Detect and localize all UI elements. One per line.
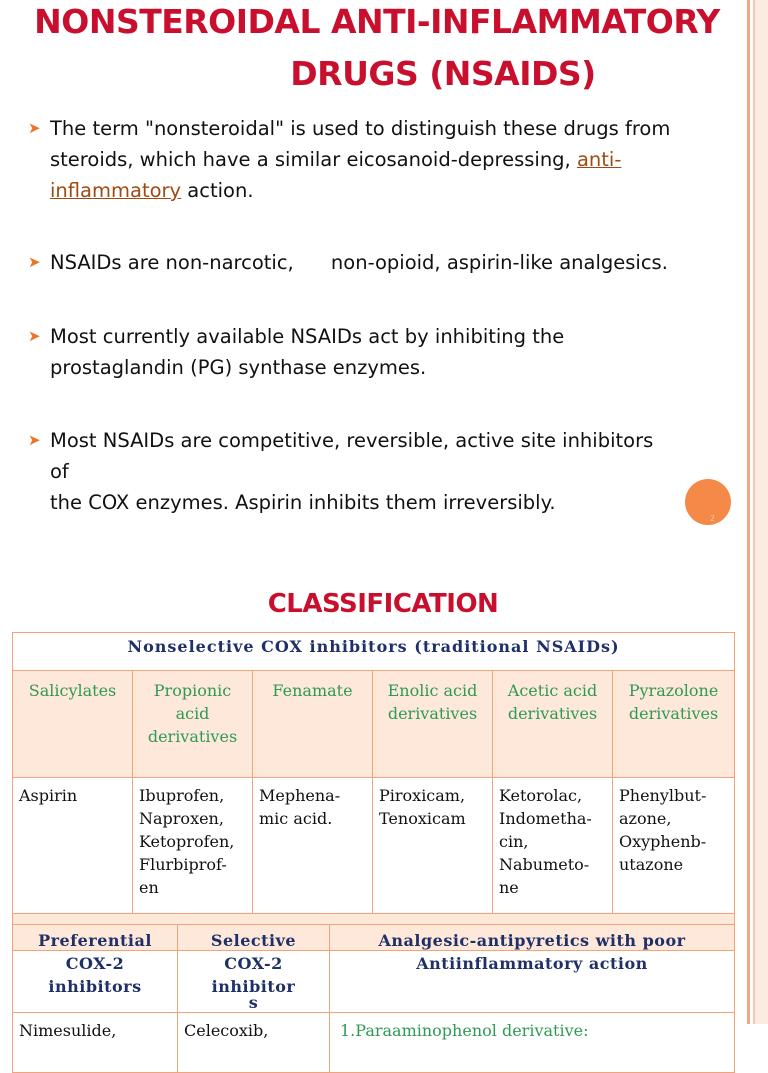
anti-inflammatory-link[interactable]: anti-inflammatory: [50, 148, 622, 202]
table-header: Nonselective COX inhibitors (traditional NSAIDs): [13, 633, 735, 671]
class-cell-fenamate: [253, 671, 373, 778]
drug-name: cin,: [499, 832, 529, 851]
drug-cell-enolic: [373, 778, 493, 914]
drug-cell-acetic: [493, 778, 613, 914]
drug-name: Mephena-: [259, 786, 341, 805]
drug-cell-fenamate: [253, 778, 373, 914]
page-number: 2: [709, 514, 715, 523]
classification-heading: CLASSIFICATION: [267, 589, 499, 619]
bullet-item-2: [28, 247, 728, 278]
bullet-text: Most currently available NSAIDs act by inhibiting the prostaglandin (PG) synthase enzymes.: [50, 325, 565, 379]
class-cell-acetic: [493, 671, 613, 778]
drug-name: Flurbiprof-: [139, 855, 227, 874]
drug-name: Aspirin: [19, 786, 78, 805]
drug-name: Ketorolac,: [499, 786, 583, 805]
page-number-badge: [685, 479, 731, 525]
bullet-text: NSAIDs are non-narcotic, non-opioid, aspirin-like analgesics.: [50, 251, 668, 274]
drug-name: Ibuprofen,: [139, 786, 225, 805]
arrow-bullet-icon: ➤: [28, 119, 41, 137]
class-label: Acetic acid: [507, 681, 598, 700]
class-label: Propionic: [153, 681, 232, 700]
drug-name: Naproxen,: [139, 809, 224, 828]
drug-cell-selective: Celecoxib,: [178, 1013, 330, 1073]
drug-cell-salicylates: [13, 778, 133, 914]
cox2-table: [12, 924, 735, 1073]
header-selective-cox2: [178, 925, 330, 1013]
bullet-text-line2: of: [50, 460, 69, 483]
drug-name: Tenoxicam: [379, 809, 466, 828]
header-label: COX-2: [224, 954, 283, 973]
bullet-text: The term "nonsteroidal" is used to distinguish these drugs from steroids, which have a similar eicosanoid-depressing,: [50, 117, 671, 171]
class-label: derivatives: [628, 704, 719, 723]
bullet-item-4: [28, 425, 728, 518]
drug-name: Phenylbut-: [619, 786, 707, 805]
class-cell-salicylates: [13, 671, 133, 778]
header-label: Analgesic-antipyretics with poor: [378, 931, 686, 950]
drug-row: [13, 778, 735, 914]
arrow-bullet-icon: ➤: [28, 253, 41, 271]
cox2-drug-row: [13, 1013, 735, 1073]
header-label: inhibitors: [48, 977, 142, 996]
drug-cell-analgesic: 1.Paraaminophenol derivative:: [330, 1013, 735, 1073]
header-label: Antiinflammatory action: [416, 954, 648, 973]
class-label: Pyrazolone: [628, 681, 719, 700]
drug-name: utazone: [619, 855, 684, 874]
nonselective-cox-table: [12, 632, 735, 951]
header-label: COX-2: [65, 954, 125, 973]
header-label: inhibitor: [211, 977, 296, 996]
class-label: Fenamate: [272, 681, 353, 700]
class-label: derivatives: [387, 704, 478, 723]
class-label: Salicylates: [28, 681, 117, 700]
drug-name: en: [139, 878, 159, 897]
drug-name: Nabumeto-: [499, 855, 590, 874]
drug-name: Ketoprofen,: [139, 832, 235, 851]
class-label: derivatives: [147, 727, 238, 746]
drug-cell-propionic: [133, 778, 253, 914]
right-border-rule: [747, 0, 750, 1024]
drug-name: Indometha-: [499, 809, 592, 828]
slide-title-line2: DRUGS (NSAIDS): [290, 54, 596, 93]
bullet-text-line3: the COX enzymes. Aspirin inhibits them irreversibly.: [50, 491, 556, 514]
drug-name: Piroxicam,: [379, 786, 466, 805]
class-label: acid: [175, 704, 210, 723]
arrow-bullet-icon: ➤: [28, 327, 41, 345]
bullet-item-3: [28, 321, 728, 383]
slide-title-line1: NONSTEROIDAL ANTI-INFLAMMATORY: [34, 2, 720, 41]
drug-cell-preferential: Nimesulide,: [13, 1013, 178, 1073]
drug-name: ne: [499, 878, 519, 897]
class-label: Enolic acid: [387, 681, 478, 700]
class-cell-propionic: [133, 671, 253, 778]
header-label: Selective: [210, 931, 297, 950]
arrow-bullet-icon: ➤: [28, 431, 41, 449]
class-cell-enolic: [373, 671, 493, 778]
header-label: s: [248, 993, 259, 1012]
drug-cell-pyrazolone: [613, 778, 735, 914]
cox2-header-row: [13, 925, 735, 1013]
drug-name: mic acid.: [259, 809, 333, 828]
bullet-text-line1: Most NSAIDs are competitive, reversible, active site inhibitors: [50, 429, 654, 452]
drug-name: Oxyphenb-: [619, 832, 707, 851]
header-analgesic-antipyretics: [330, 925, 735, 1013]
drug-name: azone,: [619, 809, 672, 828]
bullet-item-1: [28, 113, 728, 206]
class-cell-pyrazolone: [613, 671, 735, 778]
right-border-band: [755, 0, 768, 1024]
bullet-text-end: action.: [181, 179, 254, 202]
header-preferential-cox2: [13, 925, 178, 1013]
header-label: Preferential: [38, 931, 152, 950]
class-row: [13, 671, 735, 778]
class-label: derivatives: [507, 704, 598, 723]
